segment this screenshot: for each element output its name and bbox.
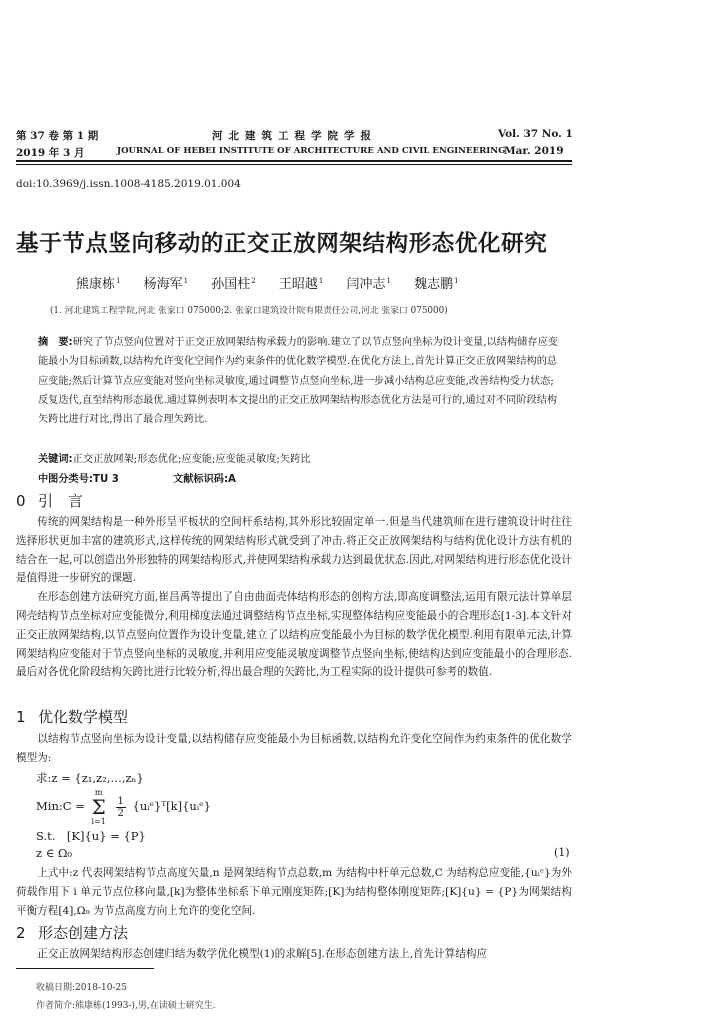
equation-number: (1) [554, 846, 570, 859]
keywords [38, 450, 311, 465]
author-bio: 作者简介:熊康栋(1993-),男,在读硕士研究生. [36, 1001, 216, 1011]
abstract-label: 摘 要: [38, 337, 73, 348]
footnote-rule [16, 968, 154, 969]
equation-constraint: S.t. [K]{u} = {P} [36, 829, 146, 843]
date-en: Mar. 2019 [504, 145, 564, 157]
model-explanation [16, 864, 572, 920]
header-rule-thick [16, 160, 572, 162]
paragraph: 以结构节点竖向坐标为设计变量,以结构储存应变能最小为目标函数,以结构允许变化空间作为约束条件的优化数学模型为: [16, 733, 572, 764]
equation-objective: Min:C = m Σ i=1 $\frac{1}{2}$ {uᵢᵉ}ᵀ[k]{uᵢᵉ} [36, 788, 211, 826]
volume-issue-en: Vol. 37 No. 1 [498, 128, 573, 140]
method-body [16, 945, 572, 964]
volume-issue-cn: 第 37 卷 第 1 期 [16, 130, 99, 142]
abstract [38, 333, 558, 429]
keywords-label: 关键词: [38, 454, 73, 465]
author: 闫冲志$^1$ [346, 277, 391, 292]
equation-find: 求:z = {z₁,z₂,…,zₙ} [36, 771, 144, 785]
affiliation: (1. 河北建筑工程学院,河北 张家口 075000;2. 张家口建筑设计院有限责任公司,河北 张家口 075000) [50, 306, 448, 316]
author-list [76, 273, 478, 292]
section-heading-model: 1 优化数学模型 [16, 708, 129, 726]
summation: m Σ i=1 [91, 788, 106, 826]
paragraph: 传统的网架结构是一种外形呈平板状的空间杆系结构,其外形比较固定单一.但是当代建筑师在进行建筑设计时往往选择形状更加丰富的建筑形式,这样传统的网架结构形式就受到了冲击.将正交正放网架结构与结构优化设计方法有机的结合在一起,可以创造出外形独特的网架结构形式,并使网架结构承载力达到最优状态.因此,对网架结构进行形态优化设计是值得进一步研究的课题. [16, 516, 572, 585]
model-body [16, 730, 572, 768]
date-cn: 2019 年 3 月 [16, 147, 85, 159]
abstract-text: 研究了节点竖向位置对于正交正放网架结构承载力的影响.建立了以节点竖向坐标为设计变量,以结构储存应变能最小为目标函数,以结构允许变化空间作为约束条件的优化数学模型.在优化方法上,首先计算正交正放网架结构的总应变能;然后计算节点应变能对竖向坐标灵敏度,通过调整节点竖向坐标,进一步减小结构总应变能,改善结构受力状态;反复迭代,直至结构形态最优.通过算例表明本文提出的正交正放网架结构形态优化方法是可行的,通过对不同阶段结构矢跨比进行对比,得出了最合理矢跨比. [38, 337, 558, 426]
doc-code: A [228, 474, 236, 485]
author: 熊康栋$^1$ [76, 277, 121, 292]
section-heading-method: 2 形态创建方法 [16, 924, 129, 942]
clc-label: 中图分类号: [38, 474, 94, 485]
paragraph: 在形态创建方法研究方面,崔昌禹等提出了自由曲面壳体结构形态的创构方法,即高度调整法,运用有限元法计算单层网壳结构节点坐标对应变能微分,利用梯度法通过调整结构节点坐标,实现整体结构应变能最小的合理形态[1-3].本文针对正交正放网架结构,以节点竖向位置作为设计变量,建立了以结构应变能最小为目标的数学优化模型.利用有限单元法,计算网架结构应变能对于节点竖向坐标的灵敏度,并利用应变能灵敏度调整节点竖向坐标,使结构达到应变能最小的合理形态.最后对各优化阶段结构矢跨比进行比较分析,得出最合理的矢跨比,为工程实际的设计提供可参考的数值. [16, 591, 572, 679]
clc-code: TU 3 [93, 474, 119, 485]
journal-name-cn: 河北建筑工程学院学报 [212, 130, 377, 142]
paragraph: 正交正放网架结构形态创建归结为数学优化模型(1)的求解[5].在形态创建方法上,首先计算结构应 [37, 948, 488, 960]
fraction: $\frac{1}{2}$ [117, 795, 124, 819]
header-rule-thin [16, 164, 572, 165]
author: 魏志鹏$^1$ [414, 277, 459, 292]
received-date: 收稿日期:2018-10-25 [36, 983, 127, 993]
keywords-text: 正交正放网架;形态优化;应变能;应变能灵敏度;矢跨比 [72, 454, 311, 465]
doi: doi:10.3969/j.issn.1008-4185.2019.01.004 [16, 178, 241, 190]
doc-code-label: 文献标识码: [173, 474, 229, 485]
section-heading-intro: 0 引 言 [16, 492, 84, 510]
paragraph: 上式中:z 代表网架结构节点高度矢量,n 是网架结构节点总数,m 为结构中杆单元总数,C 为结构总应变能,{uᵢᵉ}为外荷载作用下 i 单元节点位移向量,[k]为整体坐标系下单元刚度矩阵;[K]为结构整体刚度矩阵;[K]{u} = {P}为网架结构平衡方程[4],Ω₀ 为节点高度方向上允许的变化空间. [16, 867, 572, 917]
classification [38, 470, 236, 485]
paper-title: 基于节点竖向移动的正交正放网架结构形态优化研究 [16, 231, 548, 257]
equation-domain: z ∈ Ω₀ [36, 846, 73, 860]
author: 杨海军$^1$ [143, 277, 189, 292]
intro-body [16, 513, 572, 682]
journal-name-en: JOURNAL OF HEBEI INSTITUTE OF ARCHITECTURE AND CIVIL ENGINEERING [117, 146, 506, 156]
author: 孙国柱$^2$ [211, 277, 256, 292]
author: 王昭越$^1$ [278, 277, 324, 292]
